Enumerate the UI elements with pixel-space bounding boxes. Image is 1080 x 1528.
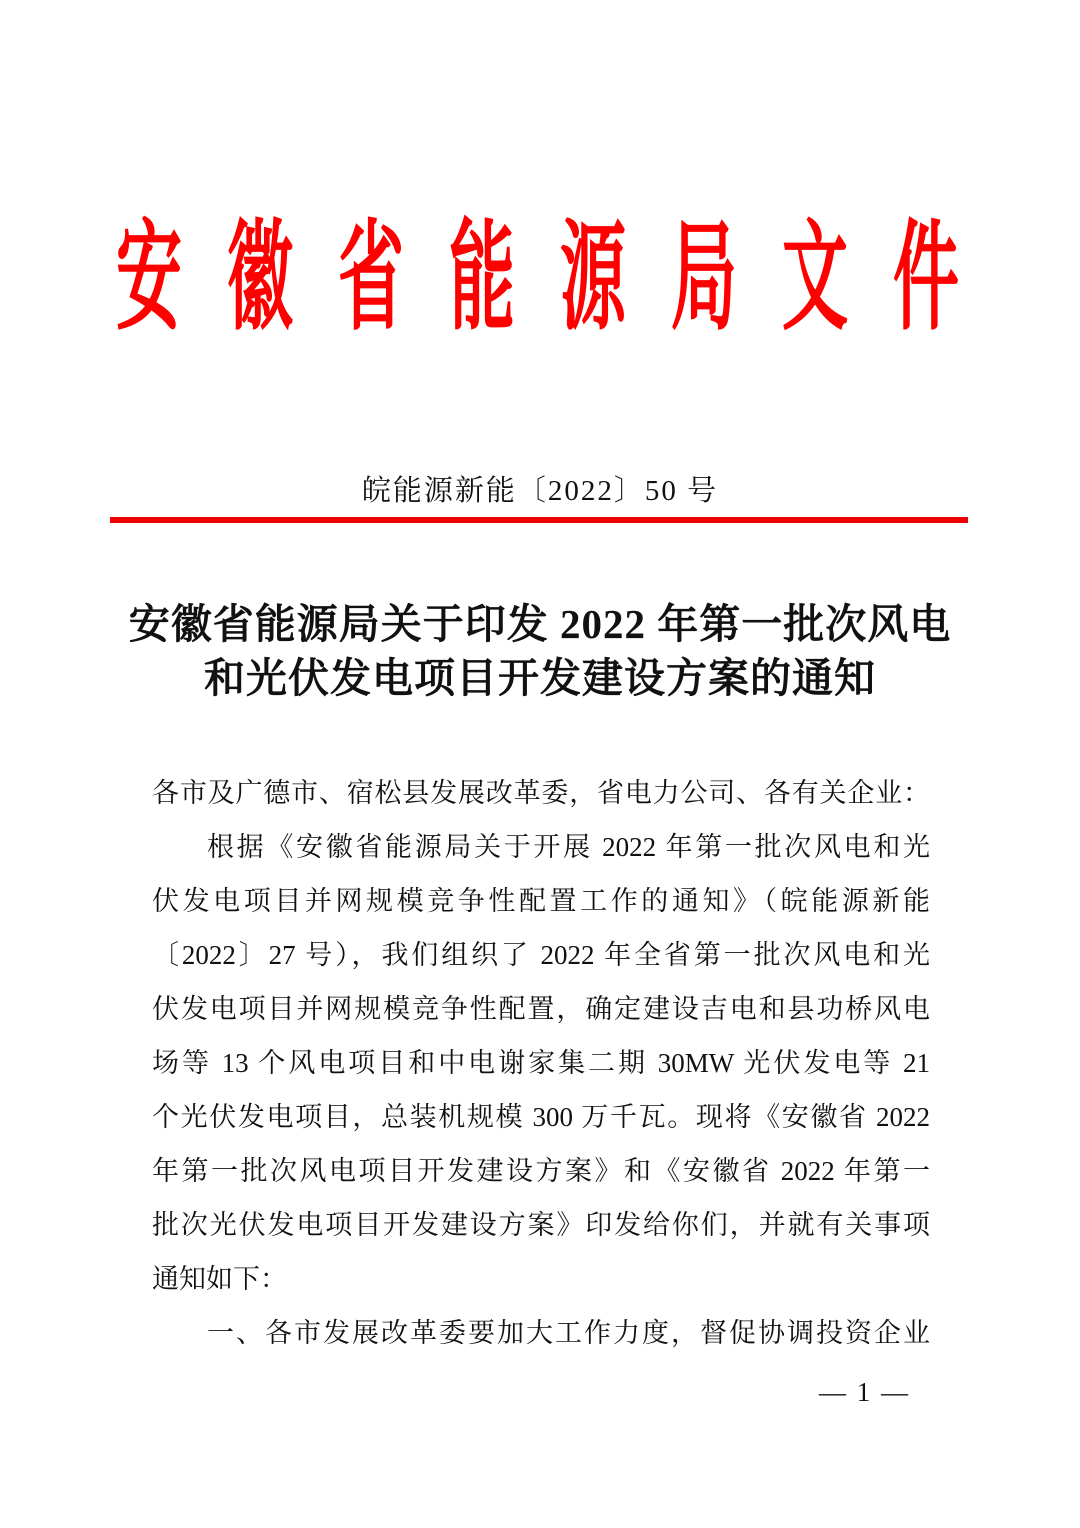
body-line: 年第一批次风电项目开发建设方案》和《安徽省 2022 年第一 [152, 1156, 930, 1186]
agency-header-char: 徽 [227, 213, 293, 345]
title-line-1: 安徽省能源局关于印发 2022 年第一批次风电 [128, 601, 952, 647]
title-line-2: 和光伏发电项目开发建设方案的通知 [204, 655, 876, 701]
agency-header-char: 安 [116, 213, 182, 345]
red-divider-line [110, 517, 968, 523]
document-number: 皖能源新能〔2022〕50 号 [361, 475, 719, 507]
document-title [0, 597, 1080, 705]
body-line: 一、各市发展改革委要加大工作力度，督促协调投资企业 [207, 1318, 930, 1348]
body-line: 场等 13 个风电项目和中电谢家集二期 30MW 光伏发电等 21 [152, 1048, 930, 1078]
agency-header-char: 局 [671, 213, 737, 345]
body-line: 各市及广德市、宿松县发展改革委，省电力公司、各有关企业： [152, 778, 930, 808]
agency-header-char: 能 [449, 213, 515, 345]
agency-header-char: 件 [893, 213, 959, 345]
page-number: — 1 — [819, 1377, 910, 1407]
body-line: 根据《安徽省能源局关于开展 2022 年第一批次风电和光 [207, 832, 930, 862]
agency-header-char: 文 [782, 213, 848, 345]
agency-header [116, 206, 959, 354]
body-line: 批次光伏发电项目开发建设方案》印发给你们，并就有关事项 [152, 1210, 930, 1240]
body-line: 通知如下： [152, 1264, 287, 1294]
body-line: 〔2022〕27 号），我们组织了 2022 年全省第一批次风电和光 [152, 940, 930, 970]
body-line: 伏发电项目并网规模竞争性配置工作的通知》（皖能源新能 [152, 886, 930, 916]
body-line: 个光伏发电项目，总装机规模 300 万千瓦。现将《安徽省 2022 [152, 1102, 930, 1132]
agency-header-char: 源 [560, 213, 626, 345]
document-body [152, 766, 930, 1360]
agency-header-char: 省 [338, 213, 404, 345]
body-line: 伏发电项目并网规模竞争性配置，确定建设吉电和县功桥风电 [152, 994, 930, 1024]
